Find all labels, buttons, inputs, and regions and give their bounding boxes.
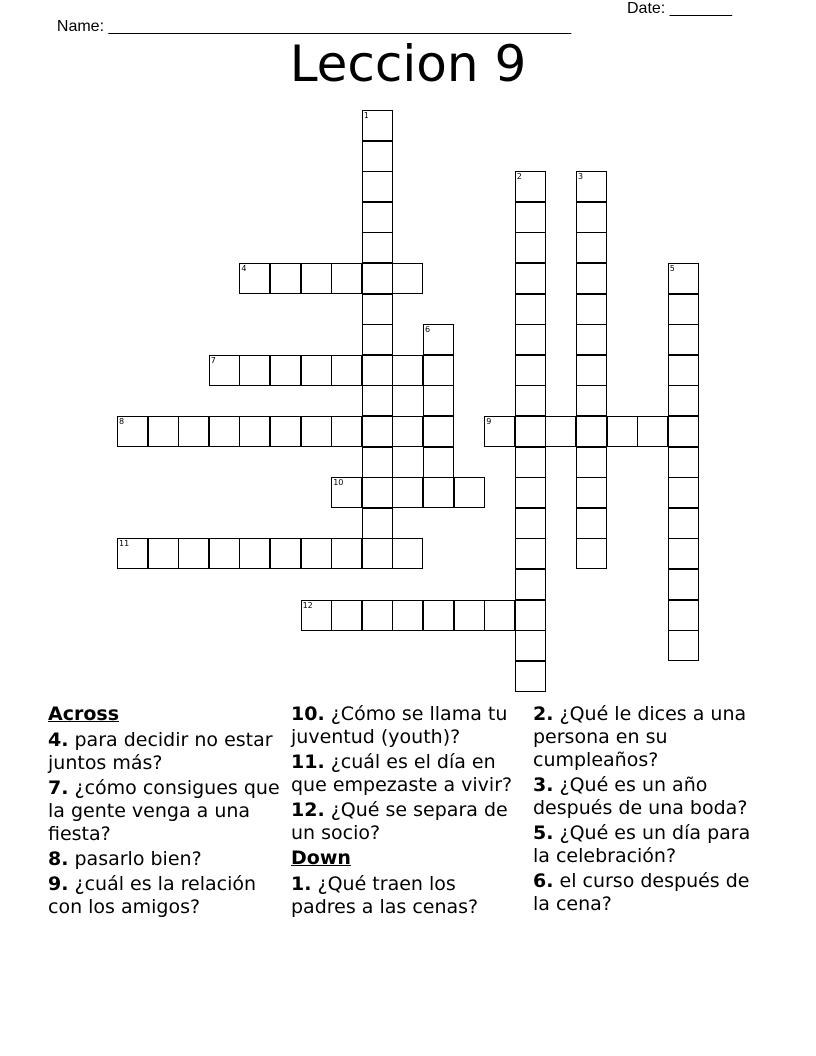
- grid-cell[interactable]: [515, 294, 546, 325]
- across-clue-4: [48, 729, 283, 775]
- grid-cell[interactable]: [668, 477, 699, 508]
- down-clue-2: [533, 703, 768, 772]
- grid-cell[interactable]: [362, 355, 393, 386]
- clue-number: 3.: [533, 774, 554, 796]
- grid-cell[interactable]: [362, 508, 393, 539]
- grid-cell[interactable]: [515, 600, 546, 631]
- down-heading: Down: [291, 847, 351, 869]
- grid-cell[interactable]: [576, 385, 607, 416]
- clue-text: ¿Cómo se llama tu juventud (youth)?: [291, 703, 508, 748]
- grid-cell[interactable]: [576, 263, 607, 294]
- across-clue-8: [48, 848, 283, 871]
- clue-number: 5.: [533, 822, 554, 844]
- grid-cell[interactable]: [392, 477, 423, 508]
- grid-cell[interactable]: [515, 324, 546, 355]
- grid-cell[interactable]: [576, 232, 607, 263]
- grid-cell[interactable]: [576, 171, 607, 202]
- grid-cell[interactable]: [515, 355, 546, 386]
- grid-cell[interactable]: [362, 263, 393, 294]
- grid-cell[interactable]: [331, 263, 362, 294]
- clue-number: 9.: [48, 873, 69, 895]
- clue-number: 7.: [48, 777, 69, 799]
- clue-number: 8.: [48, 848, 69, 870]
- grid-cell[interactable]: [148, 538, 179, 569]
- grid-cell[interactable]: [392, 355, 423, 386]
- clue-column-2: [291, 703, 526, 921]
- grid-cell[interactable]: [362, 324, 393, 355]
- grid-cell[interactable]: [392, 600, 423, 631]
- grid-cell[interactable]: [148, 416, 179, 447]
- grid-cell[interactable]: [362, 447, 393, 478]
- across-heading: Across: [48, 703, 120, 725]
- grid-cell[interactable]: [362, 416, 393, 447]
- grid-cell[interactable]: [362, 538, 393, 569]
- grid-cell[interactable]: [362, 477, 393, 508]
- clue-number: 2.: [533, 703, 554, 725]
- down-clue-3: [533, 774, 768, 820]
- grid-cell[interactable]: [668, 416, 699, 447]
- grid-cell-number: 7: [210, 355, 216, 365]
- grid-cell[interactable]: [239, 263, 270, 294]
- grid-cell[interactable]: [545, 416, 576, 447]
- grid-cell[interactable]: [362, 385, 393, 416]
- clue-text: ¿Qué se separa de un socio?: [291, 799, 508, 844]
- grid-cell[interactable]: [331, 355, 362, 386]
- grid-cell[interactable]: [454, 600, 485, 631]
- clue-text: ¿Qué es un día para la celebración?: [533, 822, 751, 867]
- clue-text: ¿cómo consigues que la gente venga a una fiesta?: [48, 777, 280, 845]
- clue-text: el curso después de la cena?: [533, 870, 750, 915]
- grid-cell[interactable]: [515, 477, 546, 508]
- across-clue-10: [291, 703, 526, 749]
- grid-cell[interactable]: [576, 416, 607, 447]
- grid-cell[interactable]: [392, 538, 423, 569]
- grid-cell[interactable]: [515, 630, 546, 661]
- across-clue-12: [291, 799, 526, 845]
- across-clue-7: [48, 777, 283, 846]
- grid-cell[interactable]: [423, 447, 454, 478]
- clue-text: pasarlo bien?: [74, 848, 202, 870]
- down-clue-5: [533, 822, 768, 868]
- grid-cell[interactable]: [301, 355, 332, 386]
- grid-cell[interactable]: [178, 538, 209, 569]
- grid-cell[interactable]: [576, 447, 607, 478]
- grid-cell[interactable]: [576, 202, 607, 233]
- grid-cell[interactable]: [576, 477, 607, 508]
- grid-cell-number: 4: [241, 264, 247, 273]
- grid-cell[interactable]: [362, 110, 393, 141]
- grid-cell[interactable]: [362, 294, 393, 325]
- grid-cell-number: 12: [302, 600, 313, 610]
- grid-cell-number: 10: [333, 478, 344, 488]
- grid-cell[interactable]: [515, 263, 546, 294]
- page-title: Leccion 9: [289, 35, 527, 93]
- grid-cell[interactable]: [515, 447, 546, 478]
- clue-text: ¿Qué le dices a una persona en su cumpleaños?: [533, 703, 747, 771]
- grid-cell-number: 9: [486, 417, 492, 426]
- grid-cell[interactable]: [117, 416, 148, 447]
- grid-cell[interactable]: [270, 263, 301, 294]
- clue-number: 12.: [291, 799, 325, 821]
- grid-cell[interactable]: [301, 416, 332, 447]
- grid-cell[interactable]: [515, 508, 546, 539]
- grid-cell[interactable]: [515, 538, 546, 569]
- grid-cell[interactable]: [668, 508, 699, 539]
- clue-text: ¿cuál es el día en que empezaste a vivir?: [291, 751, 513, 796]
- grid-cell[interactable]: [668, 324, 699, 355]
- grid-cell[interactable]: [239, 355, 270, 386]
- clue-column-3: [533, 703, 768, 918]
- grid-cell[interactable]: [668, 294, 699, 325]
- grid-cell[interactable]: [637, 416, 668, 447]
- clue-text: ¿Qué traen los padres a las cenas?: [291, 873, 479, 918]
- clue-number: 11.: [291, 751, 325, 773]
- grid-cell[interactable]: [301, 263, 332, 294]
- grid-cell[interactable]: [209, 355, 240, 386]
- grid-cell[interactable]: [668, 263, 699, 294]
- grid-cell[interactable]: [515, 385, 546, 416]
- clue-text: para decidir no estar juntos más?: [48, 729, 273, 774]
- grid-cell[interactable]: [576, 324, 607, 355]
- grid-cell-number: 2: [516, 172, 522, 182]
- worksheet-header: [48, 0, 748, 35]
- grid-cell[interactable]: [270, 538, 301, 569]
- grid-cell[interactable]: [423, 477, 454, 508]
- grid-cell[interactable]: [423, 416, 454, 447]
- grid-cell-number: 6: [425, 325, 431, 335]
- grid-cell[interactable]: [515, 171, 546, 202]
- grid-cell[interactable]: [270, 355, 301, 386]
- grid-cell[interactable]: [301, 600, 332, 631]
- grid-cell-number: 11: [119, 539, 130, 549]
- grid-cell[interactable]: [362, 171, 393, 202]
- grid-cell[interactable]: [270, 416, 301, 447]
- grid-cell[interactable]: [484, 416, 515, 447]
- grid-cell[interactable]: [362, 141, 393, 172]
- grid-cell[interactable]: [515, 661, 546, 692]
- clue-text: ¿Qué es un año después de una boda?: [533, 774, 748, 819]
- grid-cell[interactable]: [668, 569, 699, 600]
- grid-cell[interactable]: [362, 232, 393, 263]
- clue-number: 4.: [48, 729, 69, 751]
- grid-cell[interactable]: [668, 538, 699, 569]
- grid-cell[interactable]: [515, 232, 546, 263]
- grid-cell[interactable]: [454, 477, 485, 508]
- grid-cell[interactable]: [515, 416, 546, 447]
- grid-cell[interactable]: [209, 416, 240, 447]
- grid-cell[interactable]: [576, 355, 607, 386]
- grid-cell[interactable]: [117, 538, 148, 569]
- grid-cell-number: 1: [363, 111, 369, 120]
- grid-cell[interactable]: [668, 600, 699, 631]
- grid-cell[interactable]: [239, 538, 270, 569]
- date-field-line[interactable]: Date: _______: [627, 0, 732, 17]
- grid-cell[interactable]: [301, 538, 332, 569]
- grid-cell-number: 5: [669, 264, 675, 273]
- grid-cell[interactable]: [576, 538, 607, 569]
- grid-cell-number: 8: [119, 417, 125, 426]
- name-field-line[interactable]: Name: ____________________________________________________: [56, 18, 572, 35]
- clue-text: ¿cuál es la relación con los amigos?: [48, 873, 257, 918]
- grid-cell[interactable]: [362, 202, 393, 233]
- down-clue-1: [291, 873, 526, 919]
- across-clue-9: [48, 873, 283, 919]
- grid-cell[interactable]: [576, 294, 607, 325]
- grid-cell[interactable]: [668, 447, 699, 478]
- grid-cell[interactable]: [209, 538, 240, 569]
- clue-number: 10.: [291, 703, 325, 725]
- grid-cell[interactable]: [515, 202, 546, 233]
- clue-column-1: [48, 703, 283, 921]
- grid-cell[interactable]: [331, 416, 362, 447]
- grid-cell[interactable]: [423, 600, 454, 631]
- across-clue-11: [291, 751, 526, 797]
- grid-cell[interactable]: [331, 538, 362, 569]
- grid-cell[interactable]: [423, 355, 454, 386]
- grid-cell[interactable]: [484, 600, 515, 631]
- grid-cell[interactable]: [423, 324, 454, 355]
- grid-cell[interactable]: [392, 416, 423, 447]
- grid-cell[interactable]: [178, 416, 209, 447]
- grid-cell[interactable]: [392, 263, 423, 294]
- grid-cell[interactable]: [239, 416, 270, 447]
- grid-cell[interactable]: [668, 355, 699, 386]
- grid-cell[interactable]: [362, 600, 393, 631]
- down-clue-6: [533, 870, 768, 916]
- grid-cell[interactable]: [576, 508, 607, 539]
- grid-cell[interactable]: [331, 600, 362, 631]
- grid-cell[interactable]: [331, 477, 362, 508]
- grid-cell[interactable]: [607, 416, 638, 447]
- grid-cell[interactable]: [668, 385, 699, 416]
- clue-number: 6.: [533, 870, 554, 892]
- clue-number: 1.: [291, 873, 312, 895]
- grid-cell[interactable]: [668, 630, 699, 661]
- grid-cell[interactable]: [423, 385, 454, 416]
- grid-cell[interactable]: [515, 569, 546, 600]
- grid-cell-number: 3: [578, 172, 584, 182]
